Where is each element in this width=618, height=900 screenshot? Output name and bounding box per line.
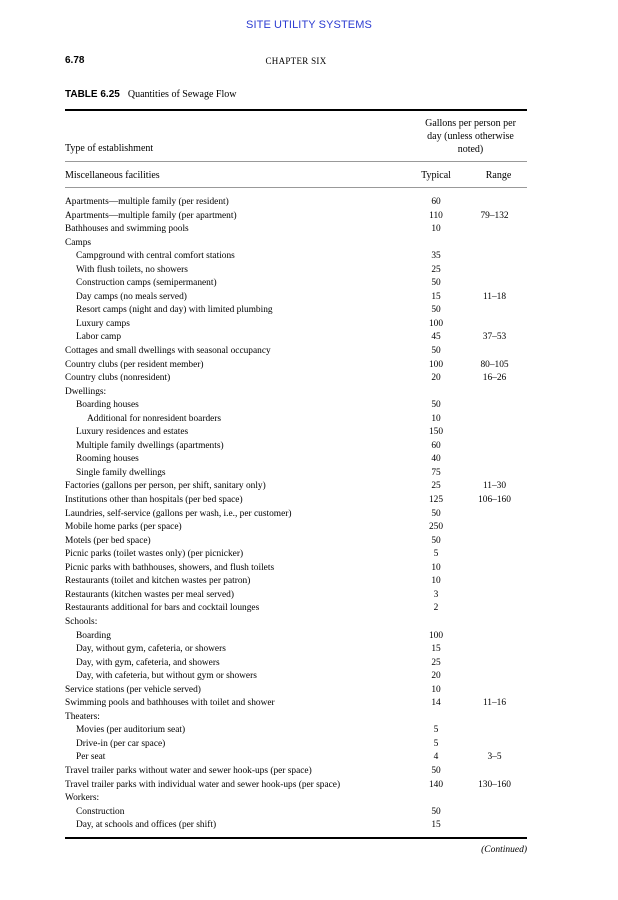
range-value bbox=[462, 413, 527, 427]
table-row bbox=[65, 602, 527, 616]
table-row bbox=[65, 535, 527, 549]
establishment-name: Laundries, self-service (gallons per wash, i.e., per customer) bbox=[65, 508, 292, 519]
establishment-name: Dwellings: bbox=[65, 386, 107, 397]
page-number: 6.78 bbox=[65, 55, 85, 66]
header-rule bbox=[65, 161, 527, 162]
table-row bbox=[65, 711, 527, 725]
typical-value: 25 bbox=[431, 481, 441, 492]
table-row bbox=[65, 697, 527, 711]
table-row bbox=[65, 440, 527, 454]
table-row bbox=[65, 399, 527, 413]
range-value: 106–160 bbox=[478, 495, 511, 506]
range-value bbox=[462, 589, 527, 603]
establishment-name: Single family dwellings bbox=[76, 467, 166, 478]
typical-value: 10 bbox=[431, 576, 441, 587]
table-row bbox=[65, 792, 527, 806]
typical-value: 140 bbox=[428, 779, 444, 790]
range-value bbox=[462, 670, 527, 684]
typical-value: 25 bbox=[431, 657, 441, 668]
table-row bbox=[65, 250, 527, 264]
table-row bbox=[65, 264, 527, 278]
table-row bbox=[65, 467, 527, 481]
range-value bbox=[462, 602, 527, 616]
establishment-name: Additional for nonresident boarders bbox=[87, 413, 222, 424]
establishment-name: Resort camps (night and day) with limited plumbing bbox=[76, 305, 273, 316]
table-row bbox=[65, 291, 527, 305]
typical-value: 3 bbox=[433, 589, 439, 600]
range-value bbox=[462, 345, 527, 359]
table-row bbox=[65, 819, 527, 833]
table-row bbox=[65, 386, 527, 400]
establishment-name: Motels (per bed space) bbox=[65, 535, 151, 546]
range-value bbox=[462, 765, 527, 779]
establishment-name: Picnic parks with bathhouses, showers, and flush toilets bbox=[65, 562, 275, 573]
table-row bbox=[65, 237, 527, 251]
range-value bbox=[462, 467, 527, 481]
typical-value: 20 bbox=[431, 671, 441, 682]
establishment-name: Institutions other than hospitals (per bed space) bbox=[65, 495, 243, 506]
typical-value: 4 bbox=[433, 752, 439, 763]
establishment-name: Service stations (per vehicle served) bbox=[65, 684, 201, 695]
typical-value: 150 bbox=[428, 427, 444, 438]
establishment-name: Travel trailer parks without water and sewer hook-ups (per space) bbox=[65, 765, 312, 776]
establishment-name: Campground with central comfort stations bbox=[76, 251, 235, 262]
column-group-header bbox=[414, 117, 527, 156]
range-value bbox=[462, 237, 527, 251]
table-row bbox=[65, 724, 527, 738]
establishment-name: Per seat bbox=[76, 752, 106, 763]
table-row bbox=[65, 494, 527, 508]
column-group-header-line: Gallons per person per bbox=[425, 118, 516, 129]
table-row bbox=[65, 223, 527, 237]
table-row bbox=[65, 738, 527, 752]
establishment-name: Drive-in (per car space) bbox=[76, 738, 166, 749]
establishment-name: Apartments—multiple family (per resident) bbox=[65, 197, 229, 207]
typical-value: 10 bbox=[431, 224, 441, 235]
typical-value: 100 bbox=[428, 630, 444, 641]
range-value bbox=[462, 386, 527, 400]
typical-value: 15 bbox=[431, 820, 441, 831]
range-value bbox=[462, 264, 527, 278]
range-value: 80–105 bbox=[480, 359, 509, 370]
establishment-name: Cottages and small dwellings with seasonal occupancy bbox=[65, 346, 271, 357]
typical-value: 50 bbox=[431, 765, 441, 776]
range-value bbox=[462, 535, 527, 549]
table-row bbox=[65, 359, 527, 373]
table-row bbox=[65, 210, 527, 224]
table-row bbox=[65, 616, 527, 630]
range-value bbox=[462, 711, 527, 725]
establishment-name: Luxury camps bbox=[76, 318, 130, 329]
range-value bbox=[462, 548, 527, 562]
table-row bbox=[65, 562, 527, 576]
establishment-name: Country clubs (nonresident) bbox=[65, 373, 171, 384]
range-value bbox=[462, 724, 527, 738]
table-row bbox=[65, 372, 527, 386]
range-value bbox=[462, 223, 527, 237]
range-value: 11–16 bbox=[482, 698, 507, 709]
establishment-name: Restaurants (kitchen wastes per meal served) bbox=[65, 589, 234, 600]
typical-value: 110 bbox=[429, 210, 443, 221]
column-header-range: Range bbox=[485, 170, 512, 181]
table-row bbox=[65, 277, 527, 291]
table-row bbox=[65, 684, 527, 698]
establishment-name: Mobile home parks (per space) bbox=[65, 522, 182, 533]
table-row bbox=[65, 630, 527, 644]
table-row bbox=[65, 413, 527, 427]
range-value bbox=[462, 440, 527, 454]
typical-value: 35 bbox=[431, 251, 441, 262]
typical-value: 2 bbox=[433, 603, 439, 614]
table-row bbox=[65, 589, 527, 603]
establishment-name: Construction bbox=[76, 806, 125, 817]
range-value bbox=[462, 575, 527, 589]
establishment-name: Travel trailer parks with individual water and sewer hook-ups (per space) bbox=[65, 779, 341, 790]
range-value bbox=[462, 562, 527, 576]
range-value bbox=[462, 819, 527, 833]
range-value: 3–5 bbox=[487, 752, 502, 763]
establishment-name: Multiple family dwellings (apartments) bbox=[76, 440, 224, 451]
range-value bbox=[462, 277, 527, 291]
typical-value: 5 bbox=[433, 725, 439, 736]
column-group-header-line: noted) bbox=[457, 144, 484, 155]
establishment-name: Day, with cafeteria, but without gym or showers bbox=[76, 671, 257, 682]
typical-value: 5 bbox=[433, 738, 439, 749]
range-value bbox=[462, 426, 527, 440]
range-value bbox=[462, 318, 527, 332]
table-row bbox=[65, 304, 527, 318]
range-value bbox=[462, 738, 527, 752]
column-header-typical: Typical bbox=[421, 170, 451, 181]
typical-value: 50 bbox=[431, 400, 441, 411]
establishment-name: Picnic parks (toilet wastes only) (per picnicker) bbox=[65, 549, 244, 560]
typical-value: 10 bbox=[431, 684, 441, 695]
establishment-name: Boarding bbox=[76, 630, 111, 641]
typical-value bbox=[410, 792, 462, 806]
typical-value bbox=[410, 616, 462, 630]
typical-value: 15 bbox=[431, 644, 441, 655]
continued-note: (Continued) bbox=[481, 845, 527, 855]
range-value: 130–160 bbox=[478, 779, 511, 790]
range-value bbox=[462, 453, 527, 467]
establishment-name: Labor camp bbox=[76, 332, 122, 343]
establishment-name: Workers: bbox=[65, 793, 100, 804]
table-row bbox=[65, 331, 527, 345]
table-caption bbox=[65, 89, 236, 100]
establishment-name: Day, with gym, cafeteria, and showers bbox=[76, 657, 220, 668]
range-value bbox=[462, 304, 527, 318]
section-header: Miscellaneous facilities bbox=[65, 170, 160, 181]
establishment-name: Construction camps (semipermanent) bbox=[76, 278, 217, 289]
establishment-name: Camps bbox=[65, 237, 92, 248]
typical-value: 10 bbox=[431, 413, 441, 424]
column-group-header-line: day (unless otherwise bbox=[427, 131, 514, 142]
establishment-name: Country clubs (per resident member) bbox=[65, 359, 204, 370]
establishment-name: Schools: bbox=[65, 616, 98, 627]
establishment-name: Rooming houses bbox=[76, 454, 139, 465]
chapter-title: CHAPTER SIX bbox=[265, 56, 327, 66]
typical-value: 75 bbox=[431, 467, 441, 478]
establishment-name: Factories (gallons per person, per shift, sanitary only) bbox=[65, 481, 266, 492]
table-row bbox=[65, 548, 527, 562]
establishment-name: Swimming pools and bathhouses with toilet and shower bbox=[65, 698, 275, 709]
establishment-name: Luxury residences and estates bbox=[76, 427, 189, 438]
typical-value: 250 bbox=[428, 522, 444, 533]
establishment-name: Theaters: bbox=[65, 711, 100, 722]
range-value: 11–30 bbox=[482, 481, 507, 492]
typical-value: 40 bbox=[431, 454, 441, 465]
establishment-name: Restaurants (toilet and kitchen wastes per patron) bbox=[65, 576, 251, 587]
establishment-name: Movies (per auditorium seat) bbox=[76, 725, 186, 736]
typical-value: 125 bbox=[428, 495, 444, 506]
typical-value: 100 bbox=[428, 318, 444, 329]
typical-value: 50 bbox=[431, 508, 441, 519]
table-row bbox=[65, 345, 527, 359]
range-value: 11–18 bbox=[482, 291, 507, 302]
typical-value: 25 bbox=[431, 264, 441, 275]
table-row bbox=[65, 575, 527, 589]
typical-value: 45 bbox=[431, 332, 441, 343]
establishment-name: Restaurants additional for bars and cocktail lounges bbox=[65, 603, 260, 614]
typical-value: 14 bbox=[431, 698, 441, 709]
header-bottom-rule bbox=[65, 187, 527, 188]
range-value bbox=[462, 508, 527, 522]
table-row bbox=[65, 521, 527, 535]
typical-value: 50 bbox=[431, 305, 441, 316]
typical-value: 50 bbox=[431, 278, 441, 289]
range-value bbox=[462, 250, 527, 264]
establishment-name: With flush toilets, no showers bbox=[76, 264, 188, 275]
range-value bbox=[462, 792, 527, 806]
table-row bbox=[65, 426, 527, 440]
typical-value: 50 bbox=[431, 535, 441, 546]
table-bottom-rule bbox=[65, 837, 527, 839]
range-value bbox=[462, 399, 527, 413]
table-row bbox=[65, 643, 527, 657]
range-value: 16–26 bbox=[482, 373, 507, 384]
establishment-name: Day camps (no meals served) bbox=[76, 291, 187, 302]
table-row bbox=[65, 657, 527, 671]
typical-value: 50 bbox=[431, 806, 441, 817]
range-value bbox=[462, 196, 527, 210]
table-row bbox=[65, 670, 527, 684]
range-value bbox=[462, 684, 527, 698]
typical-value: 50 bbox=[431, 346, 441, 357]
range-value bbox=[462, 806, 527, 820]
table-row bbox=[65, 765, 527, 779]
table-top-rule bbox=[65, 109, 527, 111]
table-label: TABLE 6.25 bbox=[65, 89, 120, 100]
range-value: 79–132 bbox=[480, 210, 509, 221]
typical-value bbox=[410, 711, 462, 725]
table-row bbox=[65, 196, 527, 210]
typical-value: 100 bbox=[428, 359, 444, 370]
table-row bbox=[65, 508, 527, 522]
typical-value bbox=[410, 237, 462, 251]
typical-value bbox=[410, 386, 462, 400]
range-value: 37–53 bbox=[482, 332, 507, 343]
range-value bbox=[462, 616, 527, 630]
establishment-name: Boarding houses bbox=[76, 400, 139, 411]
establishment-name: Apartments—multiple family (per apartment) bbox=[65, 210, 237, 221]
establishment-name: Day, without gym, cafeteria, or showers bbox=[76, 644, 226, 655]
table-row bbox=[65, 751, 527, 765]
typical-value: 5 bbox=[433, 549, 439, 560]
typical-value: 10 bbox=[431, 562, 441, 573]
typical-value: 60 bbox=[431, 197, 441, 207]
table-row bbox=[65, 779, 527, 793]
establishment-name: Bathhouses and swimming pools bbox=[65, 224, 189, 235]
range-value bbox=[462, 630, 527, 644]
column-header-type: Type of establishment bbox=[65, 143, 154, 154]
typical-value: 15 bbox=[431, 291, 441, 302]
table-row bbox=[65, 480, 527, 494]
running-head: SITE UTILITY SYSTEMS bbox=[246, 19, 372, 31]
range-value bbox=[462, 657, 527, 671]
table-row bbox=[65, 806, 527, 820]
establishment-name: Day, at schools and offices (per shift) bbox=[76, 820, 217, 831]
table-title: Quantities of Sewage Flow bbox=[127, 89, 237, 100]
table-row bbox=[65, 318, 527, 332]
range-value bbox=[462, 643, 527, 657]
table-body bbox=[65, 196, 527, 833]
typical-value: 60 bbox=[431, 440, 441, 451]
typical-value: 20 bbox=[431, 373, 441, 384]
range-value bbox=[462, 521, 527, 535]
table-row bbox=[65, 453, 527, 467]
